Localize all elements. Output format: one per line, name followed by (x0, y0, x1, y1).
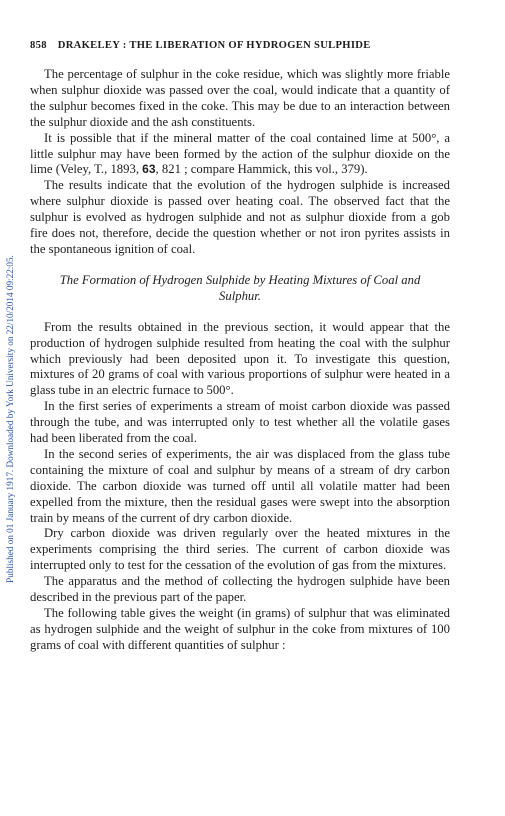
paragraph: Dry carbon dioxide was driven regularly over the heated mixtures in the experiments comprising the third series. The current of carbon dioxide was interrupted only to test for the cessation of the evolution of gas from the mixtures. (30, 526, 450, 573)
journal-volume: 63 (142, 162, 156, 177)
paragraph: From the results obtained in the previous section, it would appear that the production of hydrogen sulphide resulted from heating the coal with the sulphur which previously had been deposited upon it. To investigate this question, mixtures of 20 grams of coal with various proportions of sulphur were heated in a glass tube in an electric furnace to 500°. (30, 319, 450, 398)
download-watermark (3, 126, 17, 711)
paragraph-text: , 821 ; compare Hammick, this vol., 379). (155, 162, 368, 177)
journal-page (30, 40, 450, 654)
article-body (30, 67, 450, 654)
running-header (30, 40, 450, 51)
section-heading: The Formation of Hydrogen Sulphide by Heating Mixtures of Coal and Sulphur. (59, 272, 421, 303)
paragraph (30, 131, 450, 179)
paragraph: In the second series of experiments, the air was displaced from the glass tube containing the mixture of coal and sulphur by means of a stream of dry carbon dioxide. The carbon dioxide was turned off until all volatile matter had been expelled from the mixture, then the residual gases were swept into the absorption train by means of the current of dry carbon dioxide. (30, 446, 450, 525)
paragraph: The results indicate that the evolution of the hydrogen sulphide is increased where sulphur dioxide is passed over heating coal. The observed fact that the sulphur is evolved as hydrogen sulphide and not as sulphur dioxide from a gob fire does not, therefore, decide the question whether or not iron pyrites assists in the spontaneous ignition of coal. (30, 178, 450, 256)
paragraph-text: It is possible that if the mineral matter of the coal contained lime at 500°, a little sulphur may have been formed by the action of the sulphur dioxide on the lime (Veley, T., 1893, (30, 130, 450, 177)
download-watermark-text: Published on 01 January 1917. Downloaded by York University on 22/10/2014 09:22:05. (5, 254, 15, 583)
paragraph: In the first series of experiments a stream of moist carbon dioxide was passed through the tube, and was interrupted only to test whether all the volatile gases had been liberated from the coal. (30, 399, 450, 446)
paragraph: The percentage of sulphur in the coke residue, which was slightly more friable when sulphur dioxide was passed over the coal, would indicate that a quantity of the sulphur becomes fixed in the coke. This may be due to an interaction between the sulphur dioxide and the ash constituents. (30, 67, 450, 129)
paragraph: The apparatus and the method of collecting the hydrogen sulphide have been described in the previous part of the paper. (30, 574, 450, 605)
running-title: DRAKELEY : THE LIBERATION OF HYDROGEN SULPHIDE (57, 40, 371, 51)
page-number: 858 (30, 40, 47, 51)
paragraph: The following table gives the weight (in grams) of sulphur that was eliminated as hydrogen sulphide and the weight of sulphur in the coke from mixtures of 100 grams of coal with different quantities of sulphur : (30, 606, 450, 652)
